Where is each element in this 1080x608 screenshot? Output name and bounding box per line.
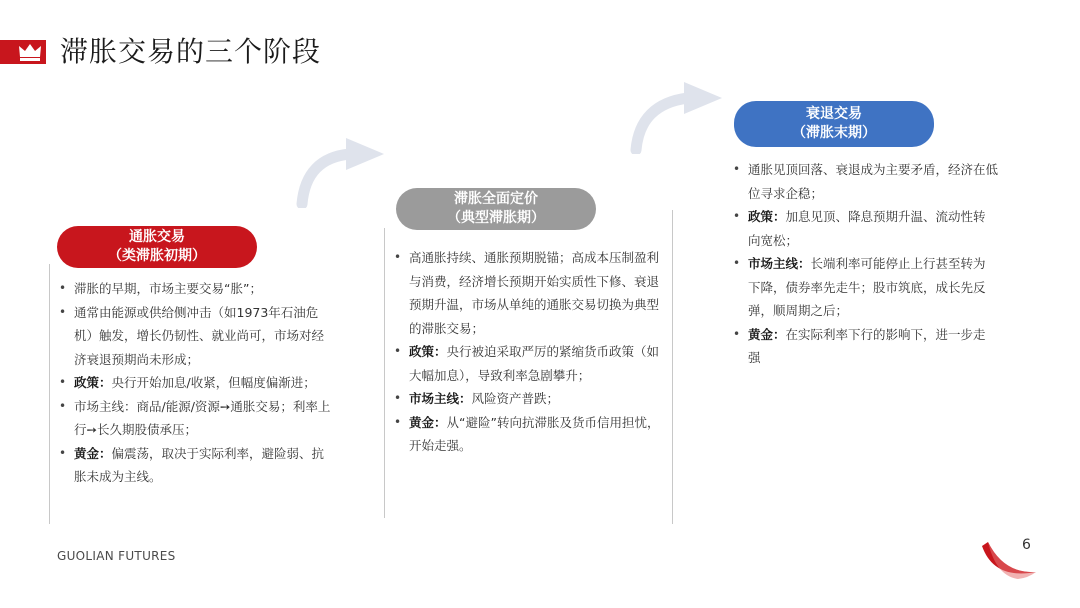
bullet-item bbox=[393, 387, 663, 411]
bullet-item bbox=[58, 442, 336, 489]
bullet-item bbox=[732, 205, 998, 252]
bullet-text: 偏震荡，取决于实际利率，避险弱、抗胀未成为主线。 bbox=[74, 445, 325, 484]
bullet-text: 风险资产普跌； bbox=[471, 391, 560, 406]
bullet-text: 滞胀的早期，市场主要交易“胀”； bbox=[74, 281, 262, 296]
page-number: 6 bbox=[1022, 537, 1031, 553]
bullet-item bbox=[393, 246, 663, 340]
stage-3-divider bbox=[672, 210, 673, 524]
stage-2-content bbox=[393, 246, 663, 458]
stage-1-subtitle: （类滞胀初期） bbox=[108, 248, 206, 264]
crown-icon bbox=[18, 42, 42, 62]
stage-2-subtitle: （典型滞胀期） bbox=[447, 210, 545, 226]
bullet-label: 市场主线： bbox=[748, 256, 811, 271]
stage-1-divider bbox=[49, 264, 50, 524]
bullet-text: 央行开始加息/收紧，但幅度偏渐进； bbox=[111, 375, 316, 390]
bullet-label: 政策： bbox=[409, 344, 447, 359]
bullet-text: 从“避险”转向抗滞胀及货币信用担忧，开始走强。 bbox=[409, 414, 660, 453]
bullet-item bbox=[393, 340, 663, 387]
bullet-label: 政策： bbox=[74, 375, 112, 390]
bullet-label: 黄金： bbox=[748, 326, 786, 342]
bullet-text: 加息见顶、降息预期升温、流动性转向宽松； bbox=[748, 209, 986, 248]
bullet-label: 市场主线： bbox=[409, 391, 472, 406]
bullet-item bbox=[732, 252, 998, 323]
footer-brand: GUOLIAN FUTURES bbox=[57, 549, 176, 563]
curved-arrow-icon bbox=[630, 78, 726, 154]
swoosh-icon bbox=[978, 536, 1040, 582]
bullet-label: 政策： bbox=[748, 209, 786, 224]
bullet-text: 央行被迫采取严厉的紧缩货币政策（如大幅加息），导致利率急剧攀升； bbox=[409, 344, 660, 383]
bullet-item bbox=[58, 395, 336, 442]
bullet-item bbox=[58, 371, 336, 395]
stage-2-title: 滞胀全面定价 bbox=[454, 191, 538, 207]
stage-2-pill bbox=[396, 188, 596, 230]
bullet-item bbox=[58, 301, 336, 372]
stage-3-subtitle: （滞胀末期） bbox=[792, 125, 876, 141]
stage-3-pill bbox=[734, 101, 934, 147]
bullet-text: 长端利率可能停止上行甚至转为下降，债券率先走牛；股市筑底，成长先反弹，顺周期之后； bbox=[748, 256, 986, 318]
bullet-item bbox=[732, 158, 998, 205]
stage-3-content bbox=[732, 158, 998, 370]
bullet-item bbox=[393, 411, 663, 458]
bullet-text: 通常由能源或供给侧冲击（如1973年石油危机）触发，增长仍韧性、就业尚可，市场对经济衰退预期尚未形成； bbox=[74, 304, 325, 367]
bullet-item bbox=[732, 323, 998, 370]
page-title: 滞胀交易的三个阶段 bbox=[60, 35, 322, 68]
bullet-text: 通胀见顶回落、衰退成为主要矛盾，经济在低位寻求企稳； bbox=[748, 162, 999, 201]
stage-3-title: 衰退交易 bbox=[806, 106, 862, 122]
bullet-text: 市场主线：商品/能源/资源➙通胀交易；利率上行➙长久期股债承压； bbox=[74, 398, 331, 437]
stage-1-title: 通胀交易 bbox=[129, 229, 185, 245]
bullet-text: 在实际利率下行的影响下，进一步走强 bbox=[748, 326, 986, 365]
bullet-label: 黄金： bbox=[409, 414, 447, 430]
bullet-text: 高通胀持续、通胀预期脱锚；高成本压制盈利与消费，经济增长预期开始实质性下修、衰退预期升温，市场从单纯的通胀交易切换为典型的滞胀交易； bbox=[409, 250, 660, 336]
stage-2-divider bbox=[384, 228, 385, 518]
stage-1-content bbox=[58, 277, 336, 489]
bullet-label: 黄金： bbox=[74, 445, 112, 461]
curved-arrow-icon bbox=[296, 134, 388, 208]
stage-1-pill bbox=[57, 226, 257, 268]
bullet-item bbox=[58, 277, 336, 301]
